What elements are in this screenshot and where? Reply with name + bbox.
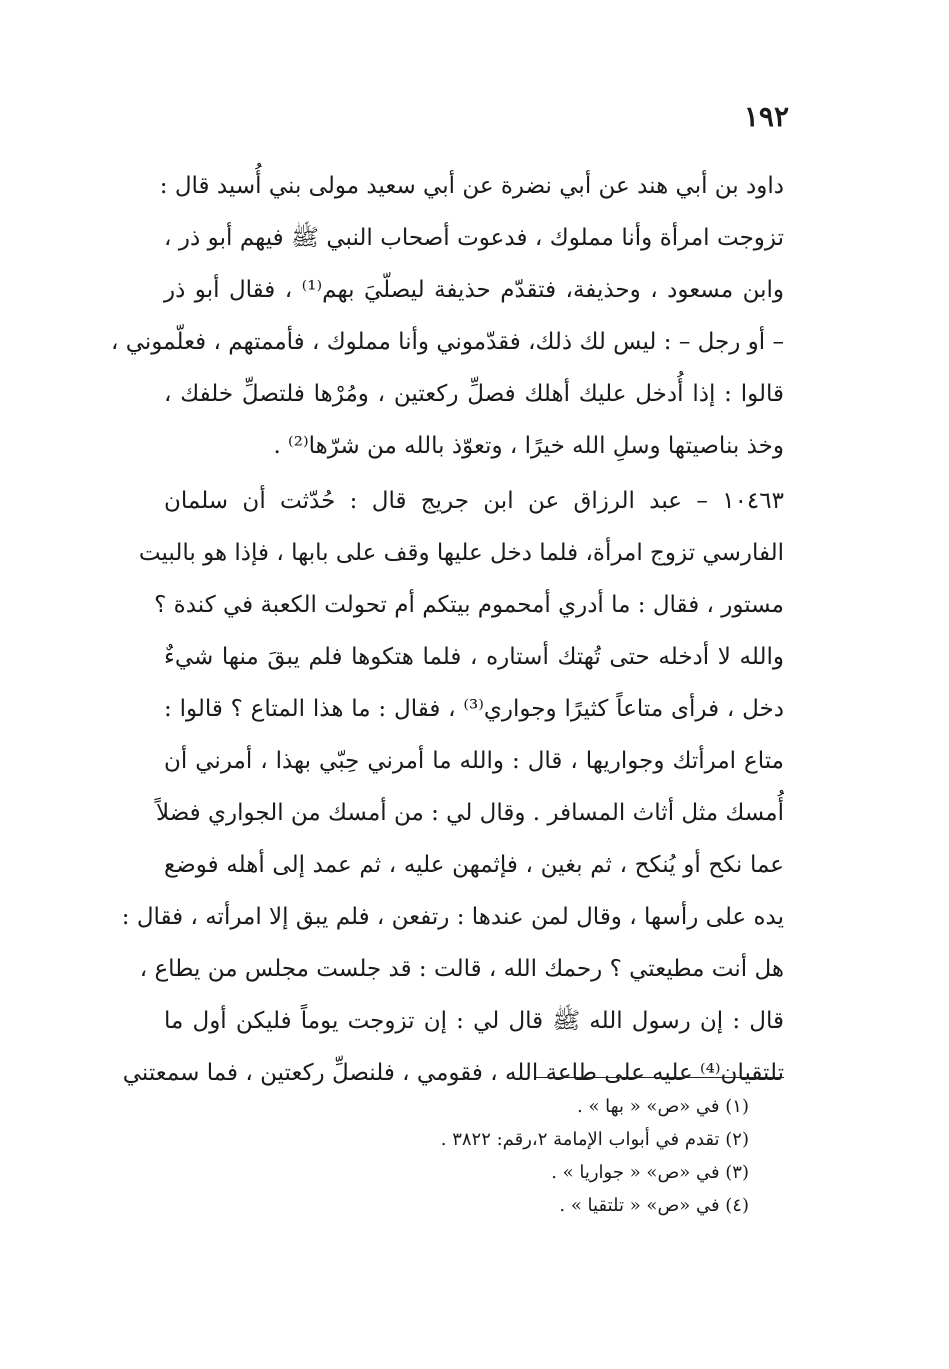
footnotes [189, 1090, 749, 1222]
text-line: والله لا أدخله حتى تُهتك أستاره ، فلما هتكوها فلم يبقَ منها شيءٌ [164, 644, 784, 670]
text-line: داود بن أبي هند عن أبي نضرة عن أبي سعيد مولى بني أُسيد قال : [159, 173, 784, 199]
text-line: يده على رأسها ، وقال لمن عندها : رتفعن ، فلم يبق إلا امرأته ، فقال : [121, 904, 784, 930]
paragraph-2 [121, 475, 785, 1099]
text-line: تلتقيان⁽⁴⁾ عليه على طاعة الله ، فقومي ، فلنصلِّ ركعتين ، فما سمعتني [122, 1060, 784, 1086]
text-line: مستور ، فقال : ما أدري أمحموم بيتكم أم تحولت الكعبة في كندة ؟ [154, 592, 784, 618]
footnote-divider [534, 1077, 784, 1078]
footnote: (١) في «ص» « بها » . [577, 1096, 749, 1117]
text-line: متاع امرأتك وجواريها ، قال : والله ما أمرني حِبّي بهذا ، أمرني أن [164, 748, 784, 774]
text-line: عما نكح أو يُنكح ، ثم بغين ، فإثمهن عليه ، ثم عمد إلى أهله فوضع [164, 852, 784, 878]
text-line: ١٠٤٦٣ – عبد الرزاق عن ابن جريج قال : حُدّثت أن سلمان [164, 488, 784, 514]
text-line: أُمسك مثل أثاث المسافر . وقال لي : من أمسك من الجواري فضلاً [156, 800, 784, 826]
text-line: هل أنت مطيعتي ؟ رحمك الله ، قالت : قد جلست مجلس من يطاع ، [139, 956, 784, 982]
text-line: تزوجت امرأة وأنا مملوك ، فدعوت أصحاب النبي ﷺ فيهم أبو ذر ، [164, 225, 784, 251]
text-line: قالوا : إذا أُدخل عليك أهلك فصلِّ ركعتين ، ومُرْها فلتصلِّ خلفك ، [164, 381, 784, 407]
page-number: ١٩٢ [743, 100, 789, 133]
text-line: قال : إن رسول الله ﷺ قال لي : إن تزوجت يوماً فليكن أول ما [164, 1008, 784, 1034]
text-line: الفارسي تزوج امرأة، فلما دخل عليها وقف على بابها ، فإذا هو بالبيت [138, 540, 784, 566]
text-line: – أو رجل – : ليس لك ذلك، فقدّموني وأنا مملوك ، فأممتهم ، فعلّموني ، [110, 329, 784, 355]
footnote: (٤) في «ص» « تلتقيا » . [559, 1195, 749, 1216]
text-line: وخذ بناصيتها وسلِ الله خيرًا ، وتعوّذ بالله من شرّها⁽²⁾ . [273, 433, 784, 459]
footnote: (٢) تقدم في أبواب الإمامة ٢،رقم: ٣٨٢٢ . [440, 1129, 749, 1150]
footnote: (٣) في «ص» « جواريا » . [551, 1162, 749, 1183]
paragraph-1 [110, 160, 785, 472]
text-line: وابن مسعود ، وحذيفة، فتقدّم حذيفة ليصلّيَ بهم⁽¹⁾ ، فقال أبو ذر [164, 277, 785, 303]
text-line: دخل ، فرأى متاعاً كثيرًا وجواري⁽³⁾ ، فقال : ما هذا المتاع ؟ قالوا : [164, 696, 785, 722]
